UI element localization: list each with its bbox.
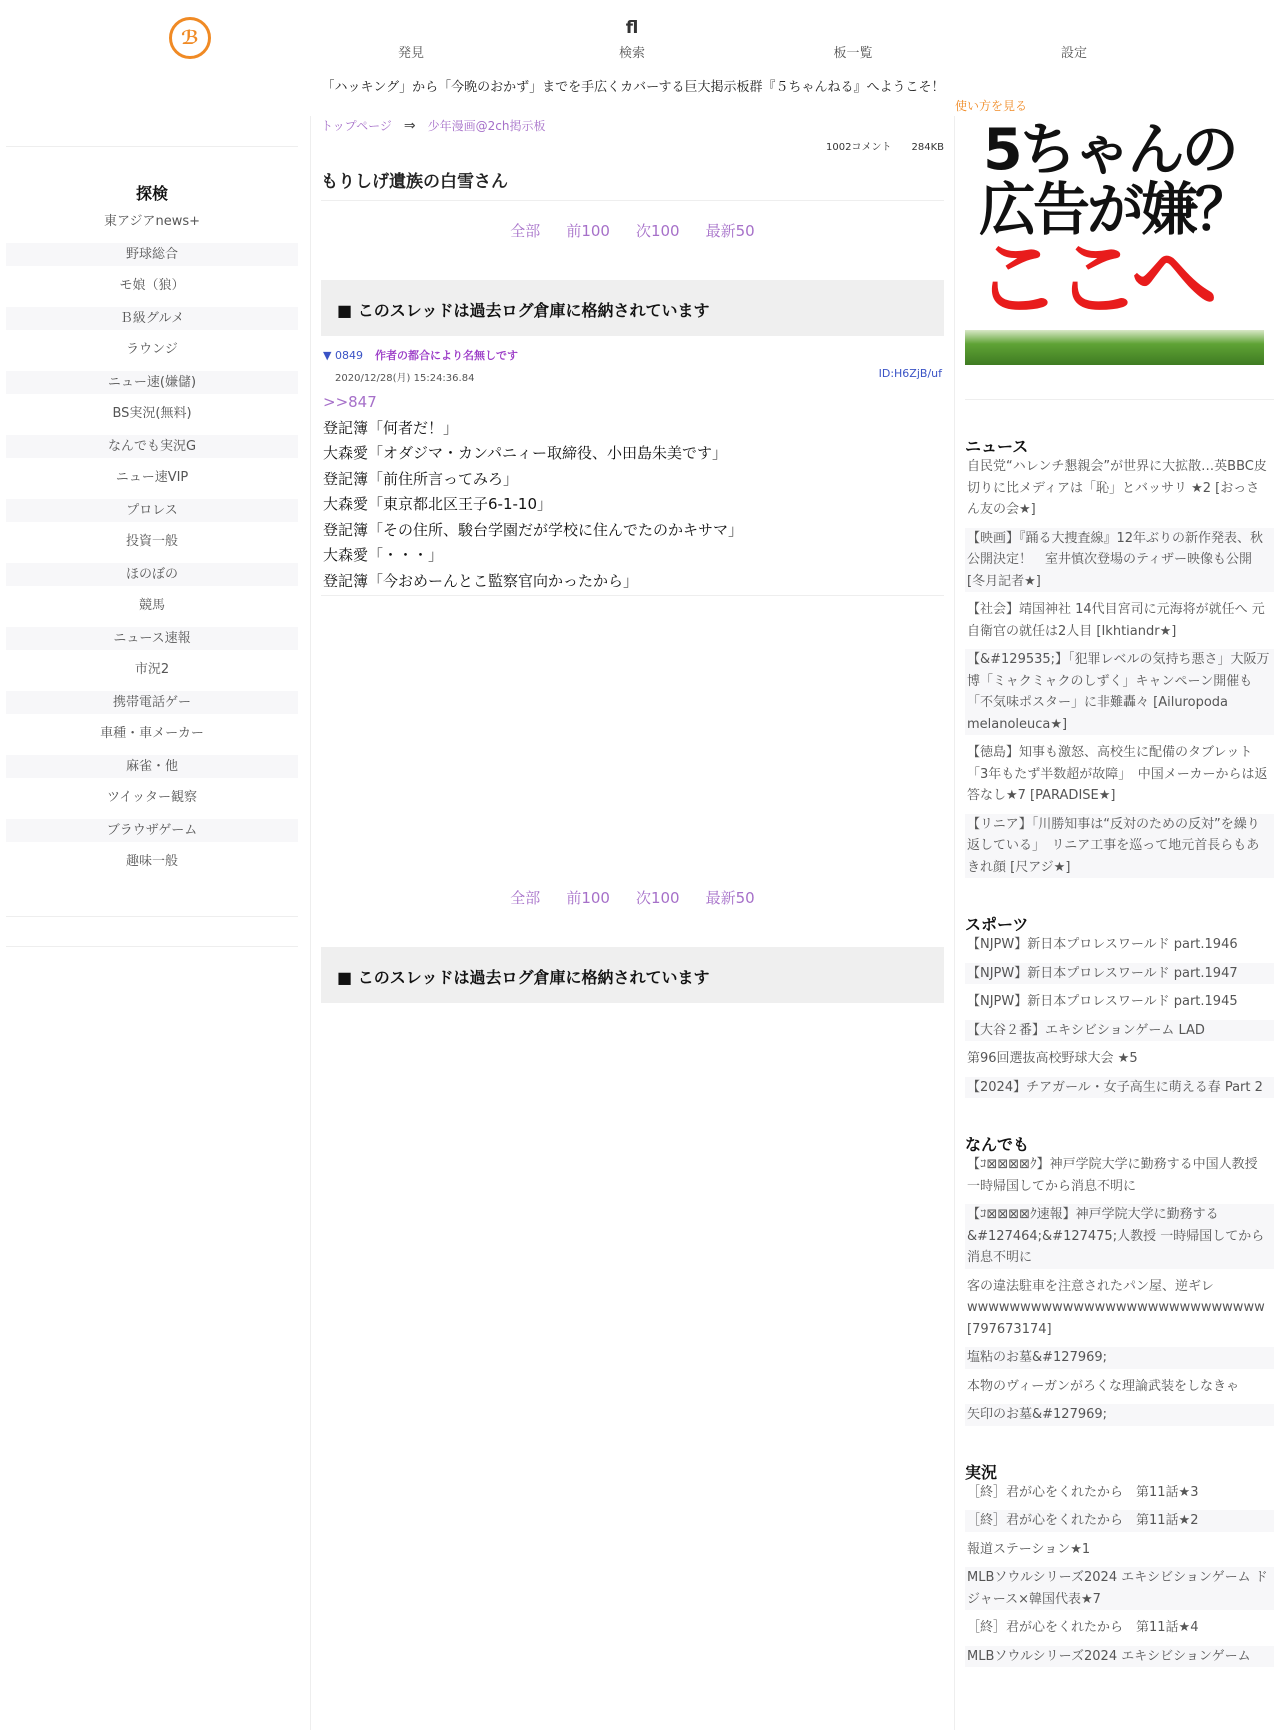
sidebar-board-item[interactable]: プロレス xyxy=(6,499,298,522)
post-number[interactable]: 0849 xyxy=(334,349,363,362)
pager-latest50[interactable]: 最新50 xyxy=(705,222,755,240)
news-link[interactable]: 【ｺ⊠⊠⊠⊠ｸ速報】神戸学院大学に勤務する&#127464;&#127475;人教授 一時帰国してから消息不明に xyxy=(965,1204,1274,1269)
ad-line: ここへ xyxy=(975,229,1212,329)
ad-banner[interactable] xyxy=(965,120,1264,365)
column-divider xyxy=(310,116,311,1730)
news-link[interactable]: 【社会】靖国神社 14代目宮司に元海将が就任へ 元自衛官の就任は2人目 [Ikhtiandr★] xyxy=(967,602,1265,639)
post-id[interactable]: ID:H6ZjB/uf xyxy=(878,367,942,380)
news-link[interactable]: 塩粘のお墓&#127969; xyxy=(965,1347,1274,1369)
sidebar xyxy=(6,146,298,947)
post-line: 大森愛「・・・」 xyxy=(323,546,444,564)
news-link[interactable]: 【NJPW】新日本プロレスワールド part.1945 xyxy=(967,994,1238,1009)
thread-meta xyxy=(806,138,944,153)
compass-icon xyxy=(351,14,471,42)
pager-all[interactable]: 全部 xyxy=(510,222,541,240)
sidebar-divider xyxy=(6,916,298,946)
ad-line: 広告が嫌？ xyxy=(979,177,1249,243)
post-line: 大森愛「オダジマ・カンパニィー取締役、小田島朱美です」 xyxy=(323,444,727,462)
ad-grass-image xyxy=(965,330,1264,365)
right-sidebar xyxy=(965,120,1274,1667)
nav-search[interactable] xyxy=(572,14,692,61)
sidebar-board-item[interactable]: 麻雀・他 xyxy=(6,755,298,778)
welcome-banner: 「ハッキング」から「今晩のおかず」までを手広くカバーする巨大掲示板群『５ちゃんねる』へようこそ！ xyxy=(321,80,945,95)
news-link[interactable]: ［終］君が心をくれたから 第11話★2 xyxy=(965,1510,1274,1532)
post-date: 2020/12/28(月) 15:24:36.84 xyxy=(335,373,475,384)
sidebar-board-item[interactable]: BS実況(無料) xyxy=(112,406,192,421)
thread-title: もりしげ遺族の白雪さん xyxy=(321,172,508,192)
section-list xyxy=(965,934,1274,1098)
divider xyxy=(321,200,944,201)
news-link[interactable]: 【&#129535;】「犯罪レベルの気持ち悪さ」大阪万博「ミャクミャクのしずく」キャンペーン開催も「不気味ポスター」に非難轟々 [Ailuropoda melanoleuca★] xyxy=(965,649,1274,735)
breadcrumb-arrow: ⇒ xyxy=(403,118,416,134)
nav-label: 板一覧 xyxy=(833,46,873,61)
sidebar-board-item[interactable]: 投資一般 xyxy=(125,534,178,549)
sidebar-divider xyxy=(6,946,298,947)
section-title: なんでも xyxy=(965,1135,1030,1154)
pager-latest50[interactable]: 最新50 xyxy=(705,889,755,907)
section-title: ニュース xyxy=(965,437,1029,456)
breadcrumb-top[interactable]: トップページ xyxy=(321,119,392,133)
pager-next100[interactable]: 次100 xyxy=(635,222,680,240)
pager-prev100[interactable]: 前100 xyxy=(566,222,610,240)
sidebar-board-item[interactable]: モ娘（狼） xyxy=(119,278,185,293)
logo-icon: ℬ xyxy=(181,27,199,49)
news-section xyxy=(965,1460,1274,1668)
pager-all[interactable]: 全部 xyxy=(510,889,541,907)
news-link[interactable]: 【ｺ⊠⊠⊠⊠ｸ】神戸学院大学に勤務する中国人教授 一時帰国してから消息不明に xyxy=(967,1157,1258,1194)
news-link[interactable]: MLBソウルシリーズ2024 エキシビションゲーム xyxy=(965,1646,1274,1668)
news-section xyxy=(965,434,1274,878)
archived-notice: ■ このスレッドは過去ログ倉庫に格納されています xyxy=(321,947,944,1003)
thread-size: 284KB xyxy=(911,142,944,153)
sidebar-board-item[interactable]: ブラウザゲーム xyxy=(6,819,298,842)
nav-discover[interactable] xyxy=(351,14,471,61)
sidebar-board-item[interactable]: ラウンジ xyxy=(126,342,178,357)
news-section xyxy=(965,1132,1274,1426)
thread-main xyxy=(321,117,944,987)
list-icon xyxy=(793,14,913,42)
news-link[interactable]: 自民党“ハレンチ懇親会”が世界に大拡散…英BBC皮切りに比メディアは「恥」とバッサリ ★2 [おっさん友の会★] xyxy=(967,459,1267,517)
news-link[interactable]: 本物のヴィーガンがろくな理論武装をしなきゃ xyxy=(967,1378,1239,1394)
sidebar-board-item[interactable]: 野球総合 xyxy=(6,243,298,266)
sidebar-board-item[interactable]: 市況2 xyxy=(134,662,170,677)
sidebar-board-item[interactable]: ニュー速VIP xyxy=(115,470,189,485)
pager-top xyxy=(321,220,944,241)
site-logo[interactable] xyxy=(169,17,211,59)
news-link[interactable]: ［終］君が心をくれたから 第11話★4 xyxy=(967,1620,1199,1635)
ad-line: 5ちゃんの xyxy=(983,120,1236,183)
nav-label: 発見 xyxy=(397,46,424,61)
news-section xyxy=(965,912,1274,1098)
news-link[interactable]: 第96回選抜高校野球大会 ★5 xyxy=(967,1051,1138,1066)
breadcrumb-board[interactable]: 少年漫画@2ch掲示板 xyxy=(427,119,546,133)
pager-next100[interactable]: 次100 xyxy=(635,889,680,907)
sidebar-board-item[interactable]: 東アジアnews+ xyxy=(103,214,200,229)
pager-prev100[interactable]: 前100 xyxy=(566,889,610,907)
column-divider xyxy=(954,116,955,1730)
comment-count: 1002コメント xyxy=(826,142,892,153)
divider xyxy=(321,595,944,596)
sidebar-board-item[interactable]: 携帯電話ゲー xyxy=(6,691,298,714)
nav-label: 設定 xyxy=(1060,46,1087,61)
news-link[interactable]: 【大谷２番】エキシビションゲーム LAD xyxy=(965,1020,1274,1042)
sidebar-board-item[interactable]: 趣味一般 xyxy=(125,854,178,869)
divider xyxy=(965,399,1274,400)
sidebar-list xyxy=(6,206,298,878)
post-line: 登記簿「その住所、駿台学園だが学校に住んでたのかキサマ」 xyxy=(323,520,744,539)
search-icon: fl xyxy=(625,18,639,38)
section-list xyxy=(965,1154,1274,1426)
sidebar-board-item[interactable]: ニュー速(嫌儲) xyxy=(6,371,298,394)
sidebar-title: 探検 xyxy=(135,184,168,203)
news-link[interactable]: 【2024】チアガール・女子高生に萌える春 Part 2 xyxy=(965,1077,1274,1099)
section-list xyxy=(965,1482,1274,1668)
news-link[interactable]: 【映画】『踊る大捜査線』12年ぶりの新作発表、秋公開決定！ 室井慎次登場のティザー映像も公開 [冬月記者★] xyxy=(965,528,1274,593)
sidebar-board-item[interactable]: Ｂ級グルメ xyxy=(6,307,298,330)
news-link[interactable]: 客の違法駐車を注意されたパン屋、逆ギレ wwwwwwwwwwwwwwwwwwwwwwwwwwww [797673174] xyxy=(967,1278,1265,1337)
sidebar-board-item[interactable]: なんでも実況G xyxy=(6,435,298,458)
post-line: 登記簿「何者だ！」 xyxy=(323,418,459,437)
sidebar-board-item[interactable]: ニュース速報 xyxy=(6,627,298,650)
news-link[interactable]: ［終］君が心をくれたから 第11話★3 xyxy=(967,1484,1199,1500)
news-link[interactable]: 矢印のお墓&#127969; xyxy=(965,1404,1274,1426)
news-link[interactable]: 【NJPW】新日本プロレスワールド part.1946 xyxy=(967,937,1238,952)
sidebar-board-item[interactable]: ほのぼの xyxy=(6,563,298,586)
sidebar-board-item[interactable]: 車種・車メーカー xyxy=(100,726,204,741)
breadcrumb xyxy=(321,117,944,134)
gear-icon xyxy=(1014,14,1134,42)
post-anchor-link[interactable]: >>847 xyxy=(323,393,377,411)
post-body xyxy=(323,390,944,594)
sidebar-board-item[interactable]: 競馬 xyxy=(138,598,165,613)
section-title: 実況 xyxy=(965,1462,998,1482)
howto-link[interactable]: 使い方を見る xyxy=(955,99,1028,113)
sidebar-board-item[interactable]: ツイッター観察 xyxy=(106,790,198,805)
post xyxy=(323,347,944,594)
post-header xyxy=(323,347,944,363)
post-line: 大森愛「東京都北区王子6-1-10」 xyxy=(323,495,553,513)
post-author: 作者の都合により名無しです xyxy=(374,349,518,362)
news-link[interactable]: MLBソウルシリーズ2024 エキシビションゲーム ドジャース×韓国代表★7 xyxy=(965,1567,1274,1610)
nav-label: 検索 xyxy=(618,46,645,61)
news-link[interactable]: 【NJPW】新日本プロレスワールド part.1947 xyxy=(965,963,1274,985)
news-link[interactable]: 【徳島】知事も激怒、高校生に配備のタブレット「3年もたず半数超が故障」 中国メーカーからは返答なし★7 [PARADISE★] xyxy=(967,745,1268,803)
section-list xyxy=(965,456,1274,878)
nav-board-list[interactable] xyxy=(793,14,913,61)
news-link[interactable]: 【リニア】「川勝知事は“反対のための反対”を繰り返している」 リニア工事を巡って地元首長らもあきれ顔 [尺アジ★] xyxy=(965,814,1274,879)
post-toggle[interactable]: ▼ xyxy=(323,349,332,362)
post-line: 登記簿「前住所言ってみろ」 xyxy=(323,469,519,488)
pager-bottom xyxy=(321,887,944,908)
news-sections xyxy=(965,434,1274,1667)
post-line: 登記簿「今おめーんとこ監察官向かったから」 xyxy=(323,571,639,590)
archived-notice: ■ このスレッドは過去ログ倉庫に格納されています xyxy=(321,280,944,336)
nav-settings[interactable] xyxy=(1014,14,1134,61)
section-title: スポーツ xyxy=(965,915,1029,934)
news-link[interactable]: 報道ステーション★1 xyxy=(967,1541,1091,1557)
